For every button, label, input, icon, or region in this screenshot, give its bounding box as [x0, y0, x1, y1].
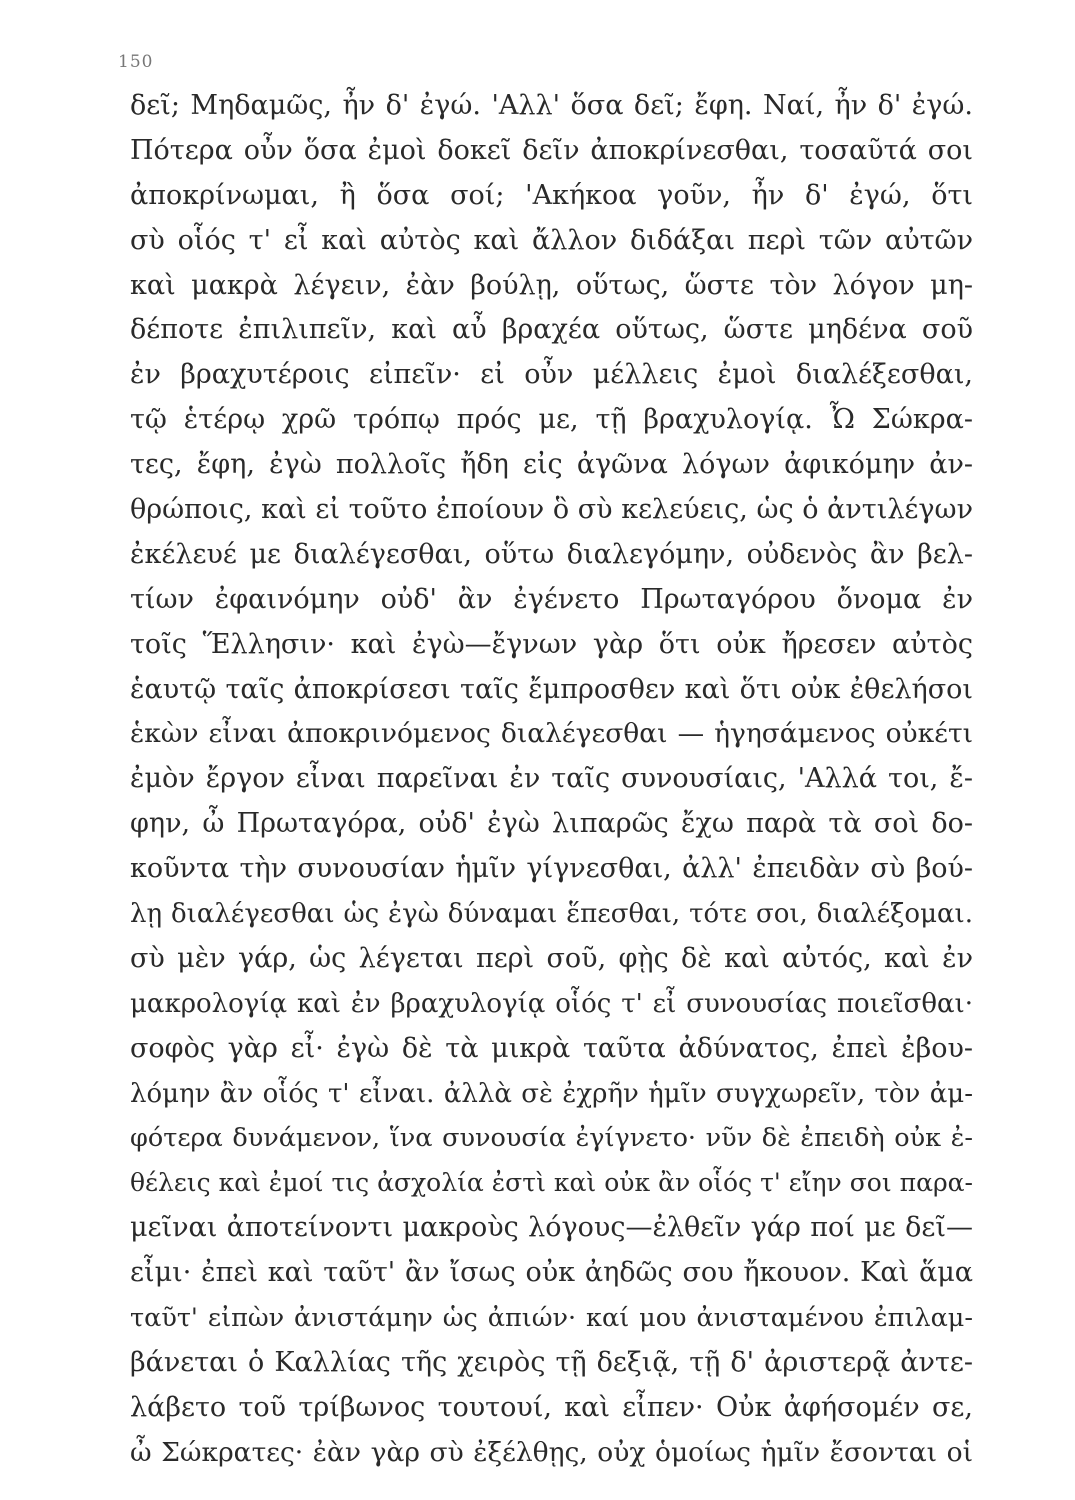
text-line: κοῦντα τὴν συνουσίαν ἡμῖν γίγνεσθαι, ἀλλ' ἐπειδὰν σὺ βού-	[130, 853, 973, 885]
text-line: θρώποις, καὶ εἰ τοῦτο ἐποίουν ὃ σὺ κελεύεις, ὡς ὁ ἀντιλέγων	[130, 494, 973, 526]
text-line: σὺ μὲν γάρ, ὡς λέγεται περὶ σοῦ, φῂς δὲ καὶ αὐτός, καὶ ἐν	[130, 942, 973, 974]
text-line: λῃ διαλέγεσθαι ὡς ἐγὼ δύναμαι ἕπεσθαι, τότε σοι, διαλέξομαι.	[130, 899, 973, 930]
text-line: λάβετο τοῦ τρίβωνος τουτουί, καὶ εἶπεν· Οὐκ ἀφήσομέν σε,	[130, 1391, 973, 1423]
text-line: εἶμι· ἐπεὶ καὶ ταῦτ' ἂν ἴσως οὐκ ἀηδῶς σου ἤκουον. Καὶ ἅμα	[130, 1257, 973, 1289]
text-line: τοῖς Ἕλλησιν· καὶ ἐγὼ—ἔγνων γὰρ ὅτι οὐκ ἤρεσεν αὐτὸς	[130, 628, 973, 660]
text-line: ἑκὼν εἶναι ἀποκρινόμενος διαλέγεσθαι — ἡγησάμενος οὐκέτι	[130, 718, 973, 750]
text-line: ἐν βραχυτέροις εἰπεῖν· εἰ οὖν μέλλεις ἐμοὶ διαλέξεσθαι,	[130, 359, 973, 391]
text-line: ἐμὸν ἔργον εἶναι παρεῖναι ἐν ταῖς συνουσίαις, 'Αλλά τοι, ἔ-	[130, 763, 973, 795]
page-number: 150	[118, 52, 154, 72]
text-line: δεῖ; Μηδαμῶς, ἦν δ' ἐγώ. 'Αλλ' ὅσα δεῖ; ἔφη. Ναί, ἦν δ' ἐγώ.	[130, 90, 973, 121]
text-line: θέλεις καὶ ἐμοί τις ἀσχολία ἐστὶ καὶ οὐκ ἂν οἷός τ' εἴην σοι παρα-	[130, 1168, 973, 1198]
text-line: σοφὸς γὰρ εἶ· ἐγὼ δὲ τὰ μικρὰ ταῦτα ἀδύνατος, ἐπεὶ ἐβου-	[130, 1032, 973, 1064]
text-line: δέποτε ἐπιλιπεῖν, καὶ αὖ βραχέα οὕτως, ὥστε μηδένα σοῦ	[130, 314, 973, 346]
text-line: ἀποκρίνωμαι, ἢ ὅσα σοί; 'Ακήκοα γοῦν, ἦν δ' ἐγώ, ὅτι	[130, 179, 973, 211]
text-line: βάνεται ὁ Καλλίας τῆς χειρὸς τῇ δεξιᾷ, τῇ δ' ἀριστερᾷ ἀντε-	[130, 1346, 973, 1378]
text-line: Πότερα οὖν ὅσα ἐμοὶ δοκεῖ δεῖν ἀποκρίνεσθαι, τοσαῦτά σοι	[130, 134, 973, 166]
text-line: φότερα δυνάμενον, ἵνα συνουσία ἐγίγνετο· νῦν δὲ ἐπειδὴ οὐκ ἐ-	[130, 1123, 973, 1154]
text-line: ὦ Σώκρατες· ἐὰν γὰρ σὺ ἐξέλθῃς, οὐχ ὁμοίως ἡμῖν ἔσονται οἱ	[130, 1436, 973, 1468]
text-line: τες, ἔφη, ἐγὼ πολλοῖς ἤδη εἰς ἀγῶνα λόγων ἀφικόμην ἀν-	[130, 449, 973, 481]
text-line: φην, ὦ Πρωταγόρα, οὐδ' ἐγὼ λιπαρῶς ἔχω παρὰ τὰ σοὶ δο-	[130, 808, 973, 840]
text-line: καὶ μακρὰ λέγειν, ἐὰν βούλῃ, οὕτως, ὥστε τὸν λόγον μη-	[130, 269, 973, 301]
text-line: μεῖναι ἀποτείνοντι μακροὺς λόγους—ἐλθεῖν γάρ ποί με δεῖ—	[130, 1212, 973, 1244]
text-line: τίων ἐφαινόμην οὐδ' ἂν ἐγένετο Πρωταγόρου ὄνομα ἐν	[130, 583, 973, 615]
text-line: μακρολογίᾳ καὶ ἐν βραχυλογίᾳ οἷός τ' εἶ συνουσίας ποιεῖσθαι·	[130, 988, 973, 1019]
text-line: ἑαυτῷ ταῖς ἀποκρίσεσι ταῖς ἔμπροσθεν καὶ ὅτι οὐκ ἐθελήσοι	[130, 673, 973, 705]
text-line: ταῦτ' εἰπὼν ἀνιστάμην ὡς ἀπιών· καί μου ἀνισταμένου ἐπιλαμ-	[130, 1303, 973, 1334]
text-line: ἐκέλευέ με διαλέγεσθαι, οὕτω διαλεγόμην, οὐδενὸς ἂν βελ-	[130, 538, 973, 570]
greek-text-block	[130, 84, 973, 1476]
text-line: λόμην ἂν οἷός τ' εἶναι. ἀλλὰ σὲ ἐχρῆν ἡμῖν συγχωρεῖν, τὸν ἀμ-	[130, 1078, 973, 1109]
text-line: τῷ ἑτέρῳ χρῶ τρόπῳ πρός με, τῇ βραχυλογίᾳ. Ὦ Σώκρα-	[130, 404, 973, 436]
text-line: σὺ οἷός τ' εἶ καὶ αὐτὸς καὶ ἄλλον διδάξαι περὶ τῶν αὐτῶν	[130, 224, 973, 256]
